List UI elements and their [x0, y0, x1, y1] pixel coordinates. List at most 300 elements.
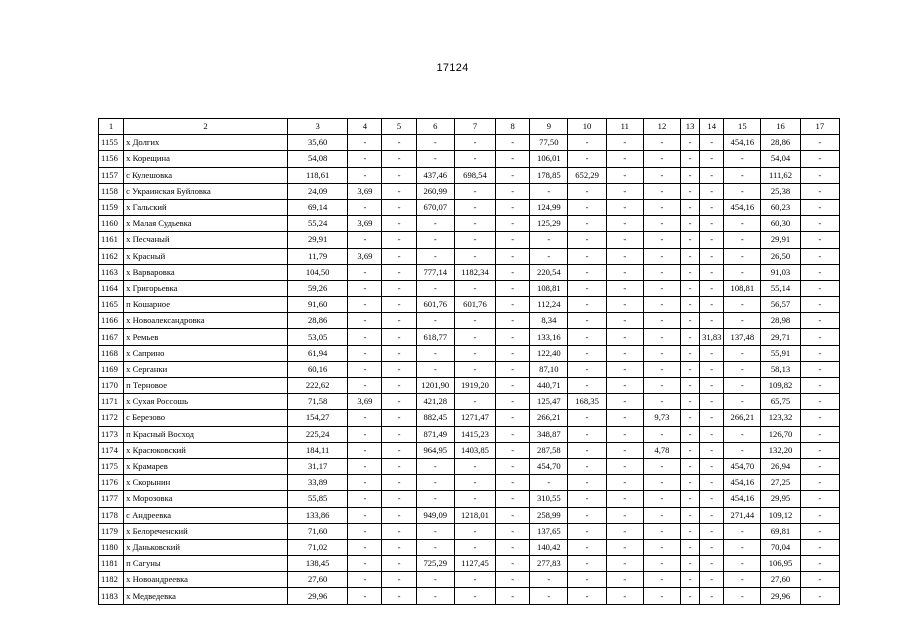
value-cell: 61,94: [288, 345, 348, 361]
value-cell: 112,24: [530, 297, 568, 313]
value-cell: 53,05: [288, 329, 348, 345]
value-cell: -: [416, 248, 454, 264]
value-cell: -: [643, 248, 680, 264]
value-cell: 118,61: [288, 167, 348, 183]
value-cell: -: [606, 151, 643, 167]
value-cell: 65,75: [761, 394, 800, 410]
value-cell: -: [681, 345, 700, 361]
value-cell: 871,49: [416, 426, 454, 442]
value-cell: -: [382, 232, 416, 248]
value-cell: 109,82: [761, 378, 800, 394]
value-cell: -: [568, 410, 606, 426]
row-number-cell: 1173: [99, 426, 124, 442]
column-header: 1: [99, 119, 124, 135]
table-row: [99, 410, 840, 426]
value-cell: -: [700, 199, 724, 215]
value-cell: -: [700, 572, 724, 588]
value-cell: -: [416, 475, 454, 491]
value-cell: -: [568, 539, 606, 555]
value-cell: -: [643, 588, 680, 604]
value-cell: -: [568, 426, 606, 442]
value-cell: -: [606, 507, 643, 523]
value-cell: -: [568, 135, 606, 151]
value-cell: 26,50: [761, 248, 800, 264]
value-cell: -: [382, 135, 416, 151]
value-cell: 964,95: [416, 442, 454, 458]
value-cell: -: [643, 523, 680, 539]
value-cell: -: [800, 378, 839, 394]
value-cell: -: [382, 588, 416, 604]
value-cell: 27,60: [288, 572, 348, 588]
table-row: [99, 183, 840, 199]
value-cell: 9,73: [643, 410, 680, 426]
value-cell: 109,12: [761, 507, 800, 523]
value-cell: -: [382, 394, 416, 410]
value-cell: -: [348, 297, 382, 313]
value-cell: 1403,85: [454, 442, 495, 458]
value-cell: -: [568, 523, 606, 539]
value-cell: -: [800, 345, 839, 361]
value-cell: -: [348, 232, 382, 248]
value-cell: -: [454, 361, 495, 377]
value-cell: 454,16: [724, 199, 761, 215]
value-cell: -: [700, 183, 724, 199]
value-cell: -: [681, 216, 700, 232]
value-cell: -: [643, 539, 680, 555]
table-row: [99, 167, 840, 183]
value-cell: -: [681, 394, 700, 410]
value-cell: -: [348, 264, 382, 280]
value-cell: 24,09: [288, 183, 348, 199]
value-cell: -: [724, 345, 761, 361]
value-cell: -: [800, 167, 839, 183]
value-cell: 4,78: [643, 442, 680, 458]
value-cell: -: [681, 556, 700, 572]
settlement-name-cell: х Серганки: [124, 361, 288, 377]
value-cell: 287,58: [530, 442, 568, 458]
value-cell: -: [382, 313, 416, 329]
value-cell: -: [700, 280, 724, 296]
value-cell: -: [643, 394, 680, 410]
value-cell: 1415,23: [454, 426, 495, 442]
value-cell: -: [700, 475, 724, 491]
value-cell: -: [530, 588, 568, 604]
value-cell: -: [382, 442, 416, 458]
value-cell: -: [724, 539, 761, 555]
column-header: 10: [568, 119, 606, 135]
row-number-cell: 1167: [99, 329, 124, 345]
value-cell: -: [454, 588, 495, 604]
table-row: [99, 232, 840, 248]
value-cell: -: [643, 167, 680, 183]
value-cell: -: [724, 588, 761, 604]
value-cell: -: [382, 410, 416, 426]
value-cell: -: [496, 297, 530, 313]
value-cell: 225,24: [288, 426, 348, 442]
value-cell: 71,58: [288, 394, 348, 410]
settlement-name-cell: х Саприно: [124, 345, 288, 361]
value-cell: -: [496, 539, 530, 555]
settlement-name-cell: х Новоандреевка: [124, 572, 288, 588]
value-cell: -: [606, 491, 643, 507]
value-cell: -: [348, 329, 382, 345]
value-cell: -: [568, 264, 606, 280]
value-cell: -: [681, 232, 700, 248]
value-cell: 28,86: [761, 135, 800, 151]
value-cell: -: [681, 426, 700, 442]
value-cell: -: [800, 475, 839, 491]
value-cell: 60,23: [761, 199, 800, 215]
value-cell: -: [700, 458, 724, 474]
value-cell: 69,81: [761, 523, 800, 539]
value-cell: 60,30: [761, 216, 800, 232]
table-row: [99, 199, 840, 215]
value-cell: 454,16: [724, 475, 761, 491]
value-cell: -: [568, 248, 606, 264]
table-row: [99, 329, 840, 345]
value-cell: -: [606, 539, 643, 555]
settlement-name-cell: х Медведевка: [124, 588, 288, 604]
value-cell: -: [800, 135, 839, 151]
value-cell: -: [416, 280, 454, 296]
value-cell: 106,95: [761, 556, 800, 572]
value-cell: 60,16: [288, 361, 348, 377]
value-cell: -: [724, 313, 761, 329]
settlement-name-cell: п Сагуны: [124, 556, 288, 572]
value-cell: 168,35: [568, 394, 606, 410]
value-cell: -: [643, 216, 680, 232]
value-cell: -: [454, 199, 495, 215]
value-cell: 3,69: [348, 248, 382, 264]
column-header: 5: [382, 119, 416, 135]
value-cell: 125,47: [530, 394, 568, 410]
table-row: [99, 475, 840, 491]
value-cell: -: [348, 280, 382, 296]
value-cell: -: [496, 426, 530, 442]
value-cell: -: [800, 280, 839, 296]
value-cell: 1127,45: [454, 556, 495, 572]
value-cell: -: [348, 507, 382, 523]
value-cell: -: [681, 458, 700, 474]
value-cell: -: [800, 426, 839, 442]
value-cell: -: [724, 426, 761, 442]
value-cell: 111,62: [761, 167, 800, 183]
value-cell: -: [606, 458, 643, 474]
table-row: [99, 264, 840, 280]
value-cell: -: [416, 491, 454, 507]
value-cell: 138,45: [288, 556, 348, 572]
value-cell: -: [382, 378, 416, 394]
value-cell: -: [606, 280, 643, 296]
value-cell: -: [454, 232, 495, 248]
value-cell: -: [606, 297, 643, 313]
value-cell: -: [382, 264, 416, 280]
value-cell: -: [416, 151, 454, 167]
settlement-name-cell: п Терновое: [124, 378, 288, 394]
value-cell: -: [643, 556, 680, 572]
value-cell: -: [568, 491, 606, 507]
value-cell: 698,54: [454, 167, 495, 183]
value-cell: 1271,47: [454, 410, 495, 426]
value-cell: -: [382, 280, 416, 296]
settlement-name-cell: х Красюковский: [124, 442, 288, 458]
table-row: [99, 345, 840, 361]
value-cell: -: [724, 248, 761, 264]
value-cell: -: [724, 167, 761, 183]
row-number-cell: 1176: [99, 475, 124, 491]
value-cell: -: [382, 426, 416, 442]
table-row: [99, 361, 840, 377]
value-cell: 725,29: [416, 556, 454, 572]
page-number: 17124: [436, 62, 469, 74]
column-header: 9: [530, 119, 568, 135]
row-number-cell: 1163: [99, 264, 124, 280]
value-cell: -: [568, 442, 606, 458]
value-cell: 28,86: [288, 313, 348, 329]
value-cell: -: [348, 410, 382, 426]
value-cell: -: [568, 329, 606, 345]
value-cell: -: [643, 378, 680, 394]
value-cell: 27,25: [761, 475, 800, 491]
value-cell: -: [800, 151, 839, 167]
value-cell: -: [681, 297, 700, 313]
value-cell: 3,69: [348, 183, 382, 199]
column-header: 3: [288, 119, 348, 135]
value-cell: -: [416, 361, 454, 377]
value-cell: -: [700, 151, 724, 167]
value-cell: -: [568, 199, 606, 215]
value-cell: 271,44: [724, 507, 761, 523]
value-cell: -: [800, 458, 839, 474]
value-cell: 29,96: [761, 588, 800, 604]
table-row: [99, 297, 840, 313]
value-cell: -: [700, 491, 724, 507]
value-cell: -: [530, 572, 568, 588]
value-cell: -: [382, 539, 416, 555]
table-row: [99, 426, 840, 442]
value-cell: -: [454, 151, 495, 167]
value-cell: -: [348, 539, 382, 555]
settlement-name-cell: х Гальский: [124, 199, 288, 215]
value-cell: 184,11: [288, 442, 348, 458]
value-cell: -: [681, 507, 700, 523]
settlement-name-cell: п Кошарное: [124, 297, 288, 313]
value-cell: 33,89: [288, 475, 348, 491]
value-cell: -: [568, 297, 606, 313]
value-cell: -: [606, 232, 643, 248]
value-cell: -: [568, 378, 606, 394]
settlement-name-cell: х Малая Судьевка: [124, 216, 288, 232]
table-row: [99, 588, 840, 604]
value-cell: -: [700, 297, 724, 313]
value-cell: -: [568, 572, 606, 588]
value-cell: -: [800, 199, 839, 215]
column-header: 12: [643, 119, 680, 135]
value-cell: 266,21: [530, 410, 568, 426]
value-cell: -: [568, 556, 606, 572]
value-cell: -: [606, 345, 643, 361]
value-cell: -: [724, 361, 761, 377]
value-cell: 124,99: [530, 199, 568, 215]
value-cell: -: [681, 151, 700, 167]
value-cell: -: [606, 248, 643, 264]
value-cell: -: [416, 135, 454, 151]
value-cell: 29,95: [761, 491, 800, 507]
value-cell: -: [700, 426, 724, 442]
value-cell: -: [454, 458, 495, 474]
settlement-name-cell: п Красный Восход: [124, 426, 288, 442]
value-cell: -: [700, 264, 724, 280]
table-row: [99, 313, 840, 329]
row-number-cell: 1161: [99, 232, 124, 248]
value-cell: 125,29: [530, 216, 568, 232]
value-cell: -: [643, 151, 680, 167]
settlement-name-cell: с Андреевка: [124, 507, 288, 523]
value-cell: -: [681, 572, 700, 588]
settlement-name-cell: с Березово: [124, 410, 288, 426]
column-header: 6: [416, 119, 454, 135]
value-cell: -: [800, 361, 839, 377]
value-cell: -: [681, 361, 700, 377]
value-cell: -: [724, 232, 761, 248]
value-cell: -: [496, 394, 530, 410]
value-cell: -: [348, 199, 382, 215]
value-cell: -: [454, 183, 495, 199]
value-cell: -: [382, 491, 416, 507]
value-cell: -: [700, 556, 724, 572]
value-cell: -: [643, 135, 680, 151]
value-cell: -: [382, 216, 416, 232]
column-header: 2: [124, 119, 288, 135]
value-cell: -: [496, 475, 530, 491]
value-cell: -: [700, 232, 724, 248]
value-cell: 348,87: [530, 426, 568, 442]
table-row: [99, 378, 840, 394]
value-cell: 132,20: [761, 442, 800, 458]
value-cell: -: [606, 523, 643, 539]
value-cell: -: [382, 475, 416, 491]
value-cell: -: [606, 588, 643, 604]
value-cell: 28,98: [761, 313, 800, 329]
value-cell: -: [454, 394, 495, 410]
value-cell: -: [568, 280, 606, 296]
table-row: [99, 135, 840, 151]
value-cell: -: [496, 329, 530, 345]
value-cell: -: [568, 588, 606, 604]
value-cell: -: [382, 458, 416, 474]
value-cell: -: [416, 539, 454, 555]
settlement-name-cell: х Песчаный: [124, 232, 288, 248]
value-cell: -: [606, 556, 643, 572]
row-number-cell: 1168: [99, 345, 124, 361]
value-cell: -: [454, 280, 495, 296]
value-cell: -: [348, 378, 382, 394]
row-number-cell: 1156: [99, 151, 124, 167]
value-cell: -: [681, 280, 700, 296]
value-cell: -: [496, 491, 530, 507]
value-cell: -: [800, 588, 839, 604]
row-number-cell: 1171: [99, 394, 124, 410]
value-cell: -: [800, 394, 839, 410]
value-cell: 71,02: [288, 539, 348, 555]
value-cell: -: [348, 572, 382, 588]
value-cell: -: [454, 135, 495, 151]
value-cell: -: [496, 167, 530, 183]
value-cell: -: [496, 410, 530, 426]
row-number-cell: 1172: [99, 410, 124, 426]
row-number-cell: 1162: [99, 248, 124, 264]
value-cell: -: [724, 378, 761, 394]
value-cell: -: [496, 458, 530, 474]
value-cell: 133,86: [288, 507, 348, 523]
table-row: [99, 248, 840, 264]
value-cell: 29,91: [761, 232, 800, 248]
value-cell: 55,91: [761, 345, 800, 361]
settlement-name-cell: х Григорьевка: [124, 280, 288, 296]
value-cell: -: [606, 264, 643, 280]
value-cell: 137,65: [530, 523, 568, 539]
value-cell: 277,83: [530, 556, 568, 572]
value-cell: -: [681, 264, 700, 280]
value-cell: 104,50: [288, 264, 348, 280]
row-number-cell: 1181: [99, 556, 124, 572]
value-cell: -: [681, 329, 700, 345]
settlement-name-cell: х Варваровка: [124, 264, 288, 280]
value-cell: -: [700, 539, 724, 555]
value-cell: -: [700, 394, 724, 410]
value-cell: -: [700, 361, 724, 377]
value-cell: -: [454, 491, 495, 507]
value-cell: 882,45: [416, 410, 454, 426]
value-cell: 670,07: [416, 199, 454, 215]
value-cell: 87,10: [530, 361, 568, 377]
value-cell: -: [700, 410, 724, 426]
value-cell: 71,60: [288, 523, 348, 539]
settlement-name-cell: х Даньковский: [124, 539, 288, 555]
settlement-name-cell: х Корещина: [124, 151, 288, 167]
row-number-cell: 1160: [99, 216, 124, 232]
value-cell: 108,81: [530, 280, 568, 296]
value-cell: -: [348, 556, 382, 572]
row-number-cell: 1164: [99, 280, 124, 296]
value-cell: -: [681, 378, 700, 394]
value-cell: -: [724, 442, 761, 458]
value-cell: 220,54: [530, 264, 568, 280]
row-number-cell: 1166: [99, 313, 124, 329]
value-cell: -: [800, 507, 839, 523]
value-cell: -: [681, 183, 700, 199]
value-cell: -: [454, 248, 495, 264]
column-header: 15: [724, 119, 761, 135]
value-cell: 618,77: [416, 329, 454, 345]
table-row: [99, 280, 840, 296]
value-cell: -: [643, 426, 680, 442]
table-row: [99, 394, 840, 410]
value-cell: 258,99: [530, 507, 568, 523]
value-cell: 949,09: [416, 507, 454, 523]
value-cell: -: [382, 183, 416, 199]
value-cell: -: [416, 313, 454, 329]
value-cell: -: [800, 329, 839, 345]
table-row: [99, 151, 840, 167]
value-cell: 55,24: [288, 216, 348, 232]
value-cell: -: [348, 475, 382, 491]
value-cell: -: [382, 167, 416, 183]
value-cell: 123,32: [761, 410, 800, 426]
value-cell: -: [643, 313, 680, 329]
column-header: 8: [496, 119, 530, 135]
value-cell: 31,17: [288, 458, 348, 474]
